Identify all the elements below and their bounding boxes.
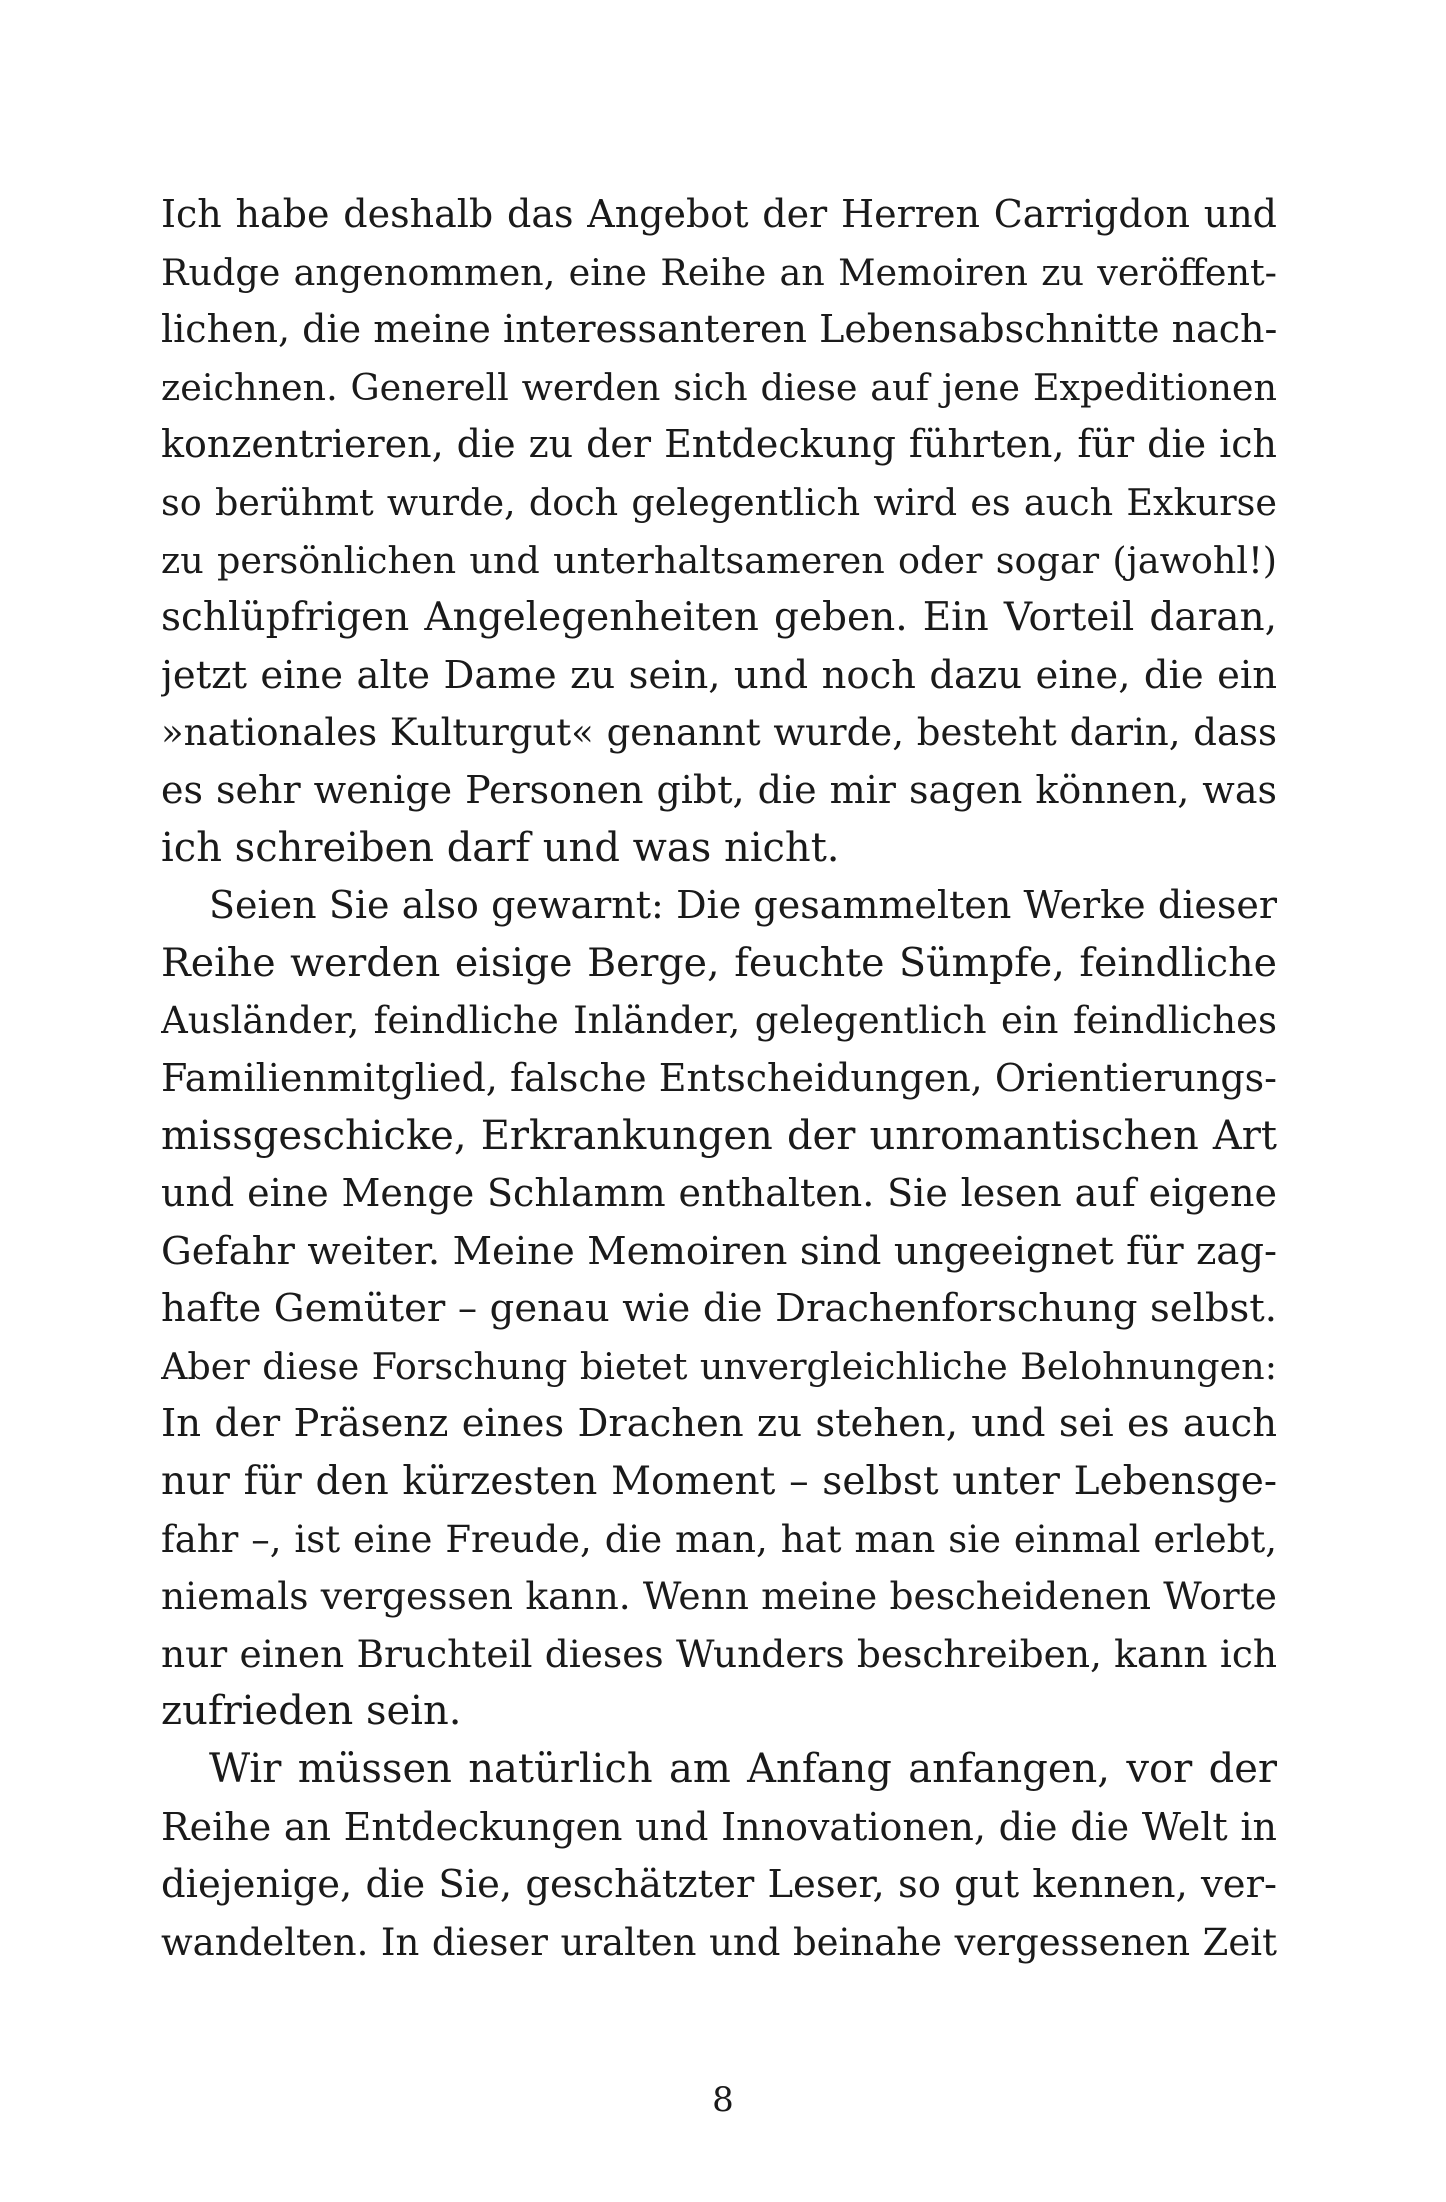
text-line: Gefahr weiter. Meine Memoiren sind ungeeignet für zag- (161, 1228, 1277, 1274)
text-line: konzentrieren, die zu der Entdeckung führten, für die ich (161, 422, 1277, 467)
text-line: es sehr wenige Personen gibt, die mir sagen können, was (161, 767, 1277, 812)
text-line: so berühmt wurde, doch gelegentlich wird es auch Exkurse (161, 480, 1277, 524)
text-line: Reihe an Entdeckungen und Innovationen, die die Welt in (161, 1804, 1277, 1849)
text-line: Rudge angenommen, eine Reihe an Memoiren zu veröffent- (161, 250, 1277, 294)
text-line: ich schreiben darf und was nicht. (161, 824, 840, 871)
text-line: missgeschicke, Erkrankungen der unromantischen Art (161, 1112, 1277, 1159)
text-line: jetzt eine alte Dame zu sein, und noch dazu eine, die ein (161, 652, 1277, 698)
text-line: diejenige, die Sie, geschätzter Leser, so gut kennen, ver- (161, 1862, 1277, 1908)
page-number: 8 (712, 2080, 734, 2120)
body-text (161, 186, 1277, 1971)
text-line: Seien Sie also gewarnt: Die gesammelten Werke dieser (209, 883, 1277, 928)
text-line: »nationales Kulturgut« genannt wurde, besteht darin, dass (161, 711, 1277, 755)
text-line: Ausländer, feindliche Inländer, gelegentlich ein feindliches (161, 999, 1277, 1043)
text-line: Aber diese Forschung bietet unvergleichliche Belohnungen: (161, 1344, 1277, 1388)
text-line: schlüpfrigen Angelegenheiten geben. Ein Vorteil daran, (161, 595, 1277, 641)
text-line: niemals vergessen kann. Wenn meine bescheidenen Worte (161, 1574, 1277, 1619)
text-line: Ich habe deshalb das Angebot der Herren Carrigdon und (161, 192, 1277, 236)
text-line: Familienmitglied, falsche Entscheidungen, Orientierungs- (161, 1055, 1277, 1100)
text-line: Reihe werden eisige Berge, feuchte Sümpfe, feindliche (161, 939, 1277, 986)
text-line: Wir müssen natürlich am Anfang anfangen, vor der (209, 1746, 1277, 1793)
text-line: und eine Menge Schlamm enthalten. Sie lesen auf eigene (161, 1171, 1277, 1216)
text-line: hafte Gemüter – genau wie die Drachenforschung selbst. (161, 1286, 1277, 1332)
text-line: fahr –, ist eine Freude, die man, hat man sie einmal erlebt, (161, 1517, 1277, 1561)
text-line: zufrieden sein. (161, 1688, 462, 1735)
text-line: In der Präsenz eines Drachen zu stehen, und sei es auch (161, 1401, 1277, 1447)
text-line: nur einen Bruchteil dieses Wunders beschreiben, kann ich (161, 1631, 1277, 1676)
text-line: zu persönlichen und unterhaltsameren oder sogar (jawohl!) (161, 538, 1277, 582)
text-line: wandelten. In dieser uralten und beinahe vergessenen Zeit (161, 1920, 1277, 1964)
text-line: zeichnen. Generell werden sich diese auf jene Expeditionen (161, 365, 1277, 409)
text-line: nur für den kürzesten Moment – selbst unter Lebensge- (161, 1459, 1277, 1505)
text-line: lichen, die meine interessanteren Lebensabschnitte nach- (161, 307, 1277, 352)
